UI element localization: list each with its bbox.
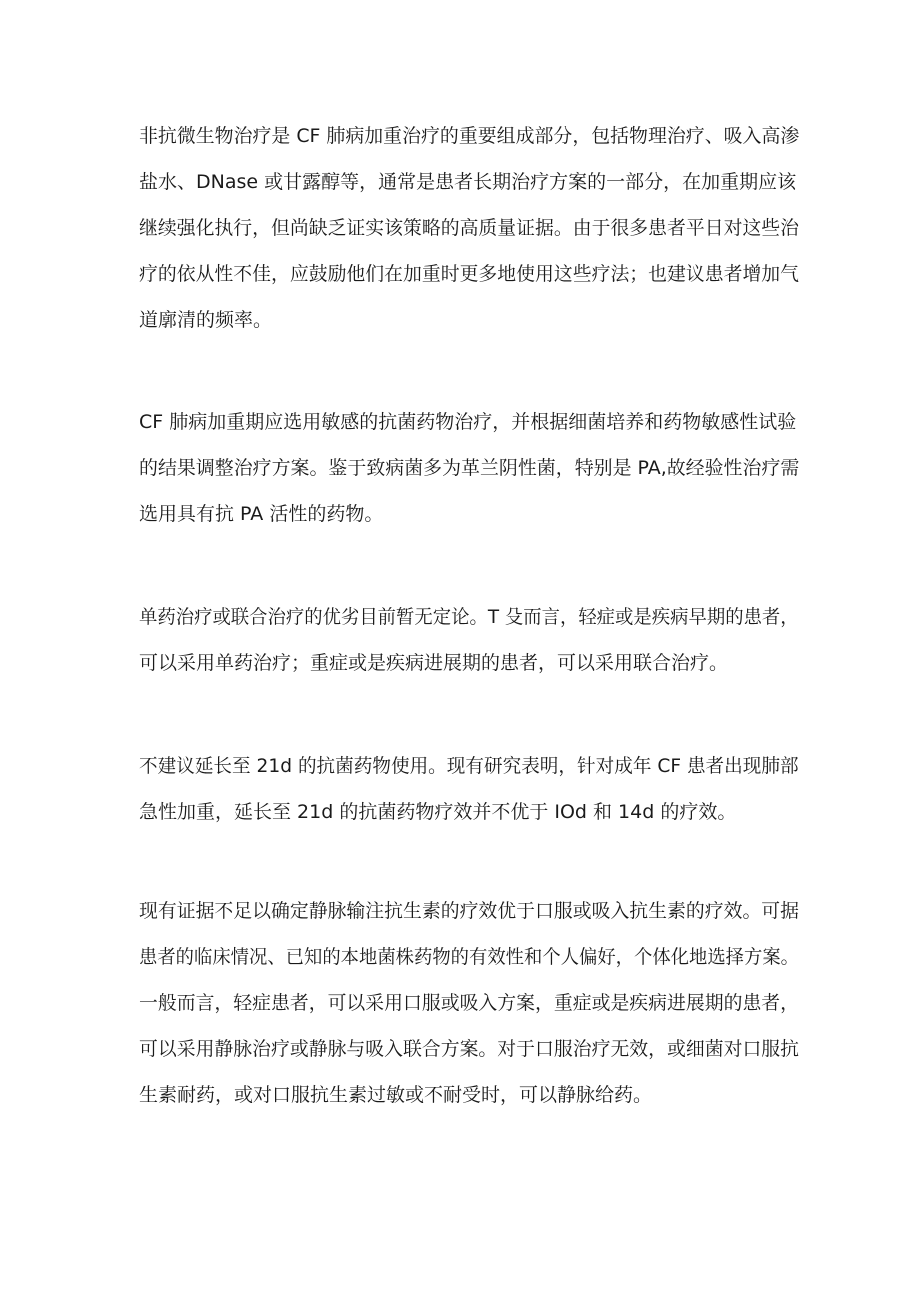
- text-line: 盐水、DNase 或甘露醇等，通常是患者长期治疗方案的一部分，在加重期应该: [139, 171, 797, 193]
- paragraph-antibacterial-selection: [139, 399, 799, 537]
- text-line: 患者的临床情况、已知的本地菌株药物的有效性和个人偏好，个体化地选择方案。: [139, 946, 800, 968]
- text-line: 选用具有抗 PA 活性的药物。: [139, 503, 384, 525]
- text-line: 的结果调整治疗方案。鉴于致病菌多为革兰阴性菌，特别是 PA,故经验性治疗需: [139, 457, 800, 479]
- text-line: 生素耐药，或对口服抗生素过敏或不耐受时，可以静脉给药。: [139, 1084, 653, 1106]
- paragraph-administration-route: [139, 888, 799, 1118]
- text-line: 现有证据不足以确定静脉输注抗生素的疗效优于口服或吸入抗生素的疗效。可据: [139, 900, 800, 922]
- text-line: 可以采用单药治疗；重症或是疾病进展期的患者，可以采用联合治疗。: [139, 652, 729, 674]
- text-line: 急性加重，延长至 21d 的抗菌药物疗效并不优于 IOd 和 14d 的疗效。: [139, 801, 737, 823]
- paragraph-treatment-duration: [139, 743, 799, 835]
- text-line: 非抗微生物治疗是 CF 肺病加重治疗的重要组成部分，包括物理治疗、吸入高渗: [139, 125, 800, 147]
- paragraph-non-antimicrobial-therapy: [139, 113, 799, 343]
- text-line: 道廓清的频率。: [139, 309, 273, 331]
- text-line: CF 肺病加重期应选用敏感的抗菌药物治疗，并根据细菌培养和药物敏感性试验: [139, 411, 797, 433]
- text-line: 不建议延长至 21d 的抗菌药物使用。现有研究表明，针对成年 CF 患者出现肺部: [139, 755, 799, 777]
- text-line: 疗的依从性不佳，应鼓励他们在加重时更多地使用这些疗法；也建议患者增加气: [139, 263, 800, 285]
- paragraph-monotherapy-vs-combination: [139, 594, 799, 686]
- text-line: 继续强化执行，但尚缺乏证实该策略的高质量证据。由于很多患者平日对这些治: [139, 217, 800, 239]
- text-line: 单药治疗或联合治疗的优劣目前暂无定论。T 殳而言，轻症或是疾病早期的患者，: [139, 606, 799, 628]
- text-line: 一般而言，轻症患者，可以采用口服或吸入方案，重症或是疾病进展期的患者，: [139, 992, 800, 1014]
- text-line: 可以采用静脉治疗或静脉与吸入联合方案。对于口服治疗无效，或细菌对口服抗: [139, 1038, 800, 1060]
